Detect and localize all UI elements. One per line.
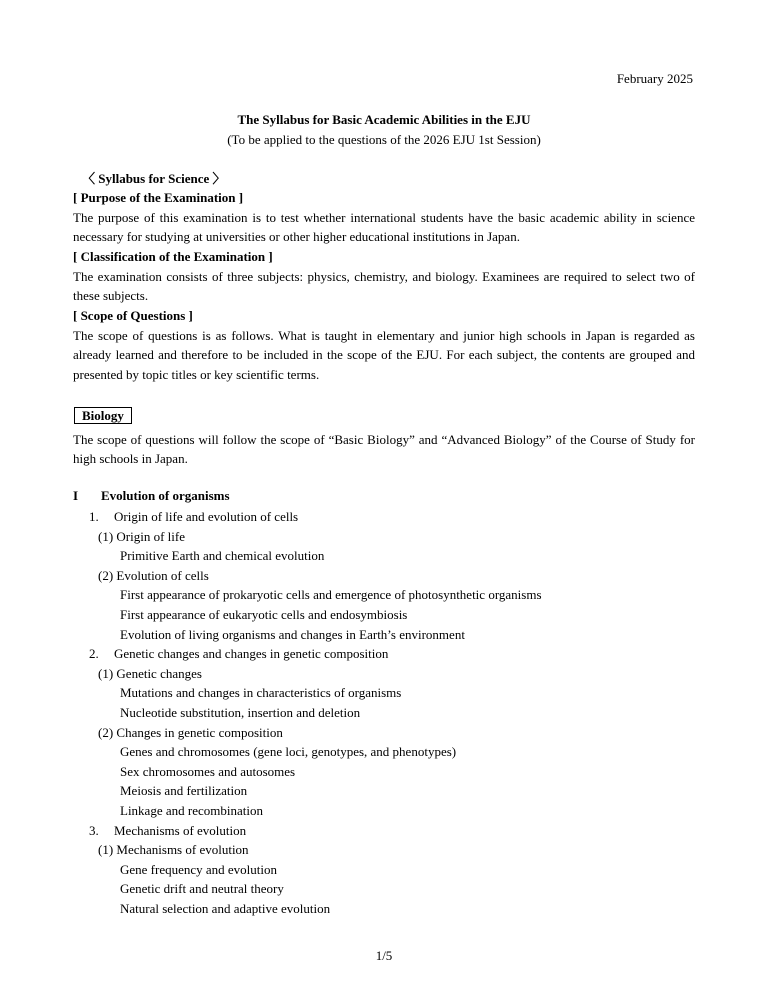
topic-item: First appearance of eukaryotic cells and endosymbiosis bbox=[120, 606, 408, 622]
subsection-item: (2) Evolution of cells bbox=[98, 567, 209, 583]
topic-item: Evolution of living organisms and changes in Earth’s environment bbox=[120, 626, 465, 642]
section-3-heading bbox=[73, 821, 713, 841]
subsection-item: (1) Mechanisms of evolution bbox=[98, 842, 249, 858]
classification-text: The examination consists of three subjects: physics, chemistry, and biology. Examinees are required to select two of these subjects. bbox=[73, 268, 695, 303]
topic-item: Meiosis and fertilization bbox=[120, 783, 248, 799]
chapter-title: Evolution of organisms bbox=[101, 488, 230, 503]
classification-heading: [ Classification of the Examination ] bbox=[73, 249, 273, 264]
section-1-title: Origin of life and evolution of cells bbox=[114, 509, 299, 524]
subsection-item: (1) Genetic changes bbox=[98, 665, 202, 681]
page-number: 1/5 bbox=[375, 948, 393, 963]
classification-block bbox=[73, 247, 695, 306]
topic-item: Nucleotide substitution, insertion and deletion bbox=[120, 704, 361, 720]
section-3-title: Mechanisms of evolution bbox=[114, 822, 247, 838]
topic-item: Sex chromosomes and autosomes bbox=[120, 763, 296, 779]
section-1-number: 1. bbox=[89, 509, 99, 524]
topic-item: Natural selection and adaptive evolution bbox=[120, 900, 331, 916]
section-title: 〈 Syllabus for Science 〉 bbox=[82, 171, 226, 186]
subject-label-box: Biology bbox=[74, 407, 132, 424]
document-title: The Syllabus for Basic Academic Abilities in the EJU bbox=[237, 112, 531, 127]
topic-item: Mutations and changes in characteristics of organisms bbox=[120, 685, 402, 701]
section-3-number: 3. bbox=[89, 822, 99, 838]
chapter-number: I bbox=[73, 488, 79, 503]
topic-item: Linkage and recombination bbox=[120, 802, 263, 818]
subject-text: The scope of questions will follow the scope of “Basic Biology” and “Advanced Biology” of the Course of Study for high schools in Japan. bbox=[73, 431, 695, 466]
purpose-text: The purpose of this examination is to test whether international students have the basic academic ability in science necessary for studying at universities or other higher educational institutions in Japan. bbox=[73, 209, 695, 244]
section-1-heading bbox=[73, 507, 713, 527]
topic-item: Gene frequency and evolution bbox=[120, 861, 278, 877]
subsection-item: (1) Origin of life bbox=[98, 528, 186, 544]
scope-text: The scope of questions is as follows. What is taught in elementary and junior high schools in Japan is regarded as already learned and therefore to be included in the scope of the EJU. For each subject, the contents are grouped and presented by topic titles or key scientific terms. bbox=[73, 327, 695, 382]
syllabus-outline bbox=[73, 486, 713, 918]
section-2-heading bbox=[73, 644, 713, 664]
document-date: February 2025 bbox=[616, 71, 693, 86]
chapter-heading bbox=[73, 486, 713, 507]
subsection-item: (2) Changes in genetic composition bbox=[98, 724, 283, 740]
subject-block bbox=[73, 406, 695, 469]
section-2-title: Genetic changes and changes in genetic composition bbox=[114, 646, 389, 662]
topic-item: Genetic drift and neutral theory bbox=[120, 881, 284, 897]
topic-item: Primitive Earth and chemical evolution bbox=[120, 548, 325, 564]
scope-block bbox=[73, 306, 695, 384]
topic-item: Genes and chromosomes (gene loci, genotypes, and phenotypes) bbox=[120, 744, 457, 760]
purpose-heading: [ Purpose of the Examination ] bbox=[73, 190, 244, 205]
document-subtitle: (To be applied to the questions of the 2026 EJU 1st Session) bbox=[227, 132, 541, 147]
section-2-number: 2. bbox=[89, 646, 99, 662]
topic-item: First appearance of prokaryotic cells and emergence of photosynthetic organisms bbox=[120, 587, 542, 603]
purpose-block bbox=[73, 188, 695, 247]
scope-heading: [ Scope of Questions ] bbox=[73, 308, 193, 323]
